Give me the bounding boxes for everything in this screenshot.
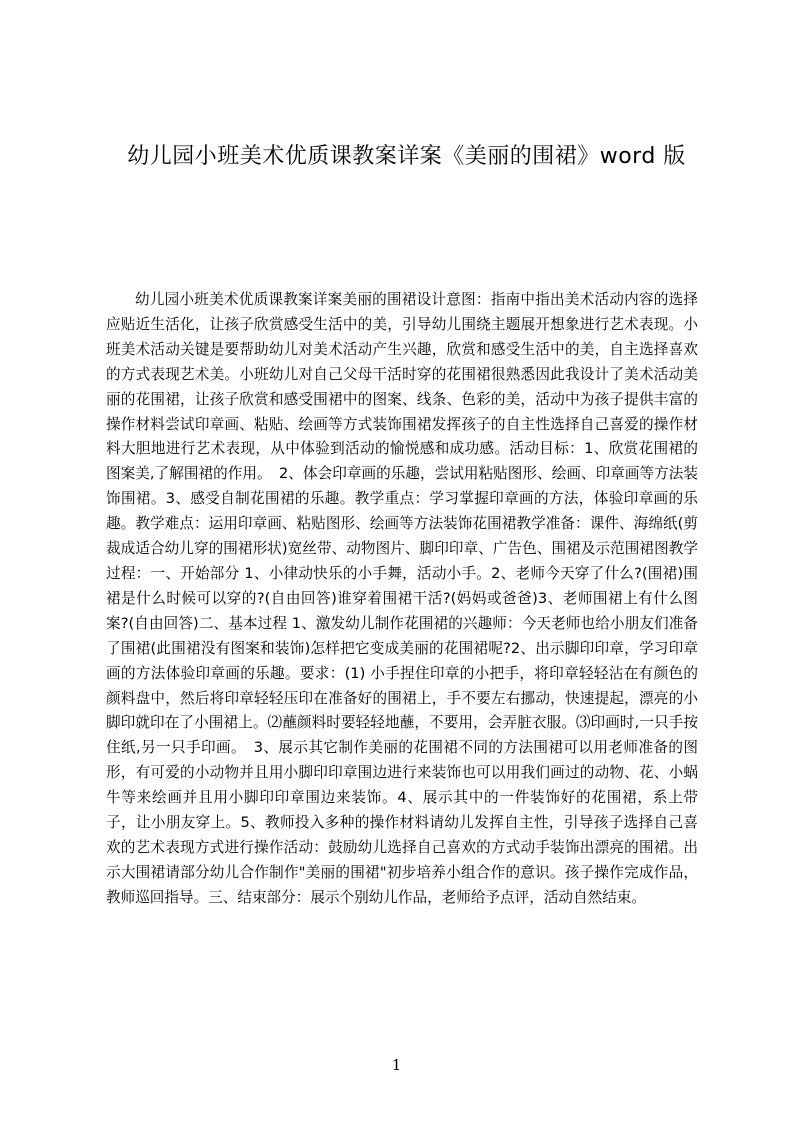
page-number: 1 [391, 1056, 402, 1074]
document-body-paragraph: 幼儿园小班美术优质课教案详案美丽的围裙设计意图：指南中指出美术活动内容的选择应贴近生活化，让孩子欣赏感受生活中的美，引导幼儿围绕主题展开想象进行艺术表现。小班美术活动关键是要帮助幼儿对美术活动产生兴趣，欣赏和感受生活中的美，自主选择喜欢的方式表现艺术美。小班幼儿对自己父母干活时穿的花围裙很熟悉因此我设计了美术活动美丽的花围裙，让孩子欣赏和感受围裙中的图案、线条、色彩的美，活动中为孩子提供丰富的操作材料尝试印章画、粘贴、绘画等方式装饰围裙发挥孩子的自主性选择自己喜爱的操作材料大胆地进行艺术表现，从中体验到活动的愉悦感和成功感。活动目标：1、欣赏花围裙的图案美,了解围裙的作用。 2、体会印章画的乐趣，尝试用粘贴图形、绘画、印章画等方法装饰围裙。3、感受自制花围裙的乐趣。教学重点：学习掌握印章画的方法，体验印章画的乐趣。教学难点：运用印章画、粘贴图形、绘画等方法装饰花围裙教学准备：课件、海绵纸(剪裁成适合幼儿穿的围裙形状)宽丝带、动物图片、脚印印章、广告色、围裙及示范围裙图教学过程：一、开始部分 1、小律动快乐的小手舞，活动小手。2、老师今天穿了什么?(围裙)围裙是什么时候可以穿的?(自由回答)谁穿着围裙干活?(妈妈或爸爸)3、老师围裙上有什么图案?(自由回答)二、基本过程 1、激发幼儿制作花围裙的兴趣师：今天老师也给小朋友们准备了围裙(此围裙没有图案和装饰)怎样把它变成美丽的花围裙呢?2、出示脚印印章，学习印章画的方法体验印章画的乐趣。要求：(1) 小手捏住印章的小把手，将印章轻轻沾在有颜色的颜料盘中，然后将印章轻轻压印在准备好的围裙上，手不要左右挪动，快速提起，漂亮的小脚印就印在了小围裙上。⑵蘸颜料时要轻轻地蘸，不要用，会弄脏衣服。⑶印画时,一只手按住纸,另一只手印画。 3、展示其它制作美丽的花围裙不同的方法围裙可以用老师准备的图形，有可爱的小动物并且用小脚印印章围边进行来装饰也可以用我们画过的动物、花、小蜗牛等来绘画并且用小脚印印章围边来装饰。4、展示其中的一件装饰好的花围裙，系上带子，让小朋友穿上。5、教师投入多种的操作材料请幼儿发挥自主性，引导孩子选择自己喜欢的艺术表现方式进行操作活动：鼓励幼儿选择自己喜欢的方式动手装饰出漂亮的围裙。出示大围裙请部分幼儿合作制作"美丽的围裙"初步培养小组合作的意识。孩子操作完成作品，教师巡回指导。三、结束部分：展示个别幼儿作品，老师给予点评，活动自然结束。 [106, 291, 698, 906]
document-title: 幼儿园小班美术优质课教案详案《美丽的围裙》word 版 [127, 144, 686, 169]
